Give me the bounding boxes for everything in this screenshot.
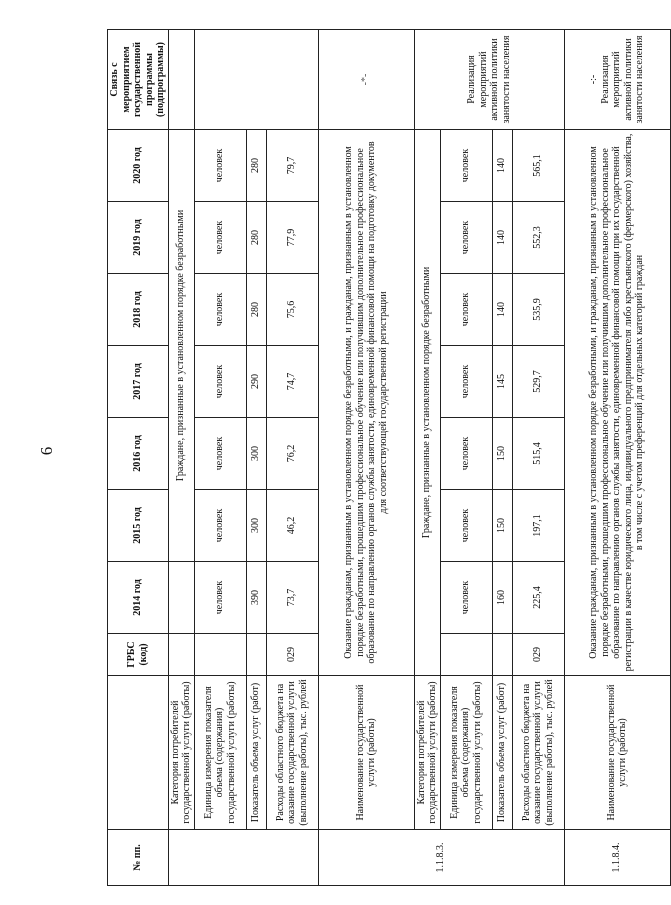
volume-value: 280 [246,130,266,202]
unit-value: человек [194,418,246,490]
expense-value: 77,9 [266,202,318,274]
row-num: 1.1.8.4. [564,830,670,886]
volume-value: 140 [492,202,512,274]
table-row [168,30,194,886]
volume-value: 140 [492,130,512,202]
volume-value: 300 [246,490,266,562]
volume-value: 145 [492,346,512,418]
unit-value: человек [194,490,246,562]
volume-value: 300 [246,418,266,490]
label-expenses: Расходы областного бюджета на оказание государственной услуги (выполнение работы), тыс. рублей [266,676,318,830]
grbs-code: 029 [266,634,318,676]
table-row [512,30,564,886]
header-year-2017: 2017 год [108,346,169,418]
header-link: Связь с мероприятием государственной программы (подпрограммы) [108,30,169,130]
header-year-2014: 2014 год [108,562,169,634]
empty-cell [492,634,512,676]
header-row [108,30,169,886]
header-year-2015: 2015 год [108,490,169,562]
table-row [414,30,440,886]
volume-value: 280 [246,202,266,274]
program-link [564,30,670,130]
category-value: Граждане, признанные в установленном порядке безработными [414,130,440,676]
label-service-name: Наименование государственной услуги (работы) [564,676,670,830]
expense-value: 529,7 [512,346,564,418]
expense-value: 46,2 [266,490,318,562]
volume-value: 150 [492,418,512,490]
unit-value: человек [194,562,246,634]
service-description: Оказание гражданам, признанным в установленном порядке безработными, и гражданам, признанным в установленном порядке безработными, прошедшим профессиональное обучение или получившим дополнительное профессиональное образование по направлению органов службы занятости, единовременной финансовой помощи при их государственной регистрации в качестве юридического лица, индивидуального предпринимателя либо крестьянского (фермерского) хозяйства, в том числе с учетом преференций для отдельных категорий граждан [564,130,670,676]
volume-value: 160 [492,562,512,634]
header-name [108,676,169,830]
unit-value: человек [194,202,246,274]
header-year-2016: 2016 год [108,418,169,490]
label-unit: Единица измерения показателя объема (содержания) государственной услуги (работы) [194,676,246,830]
unit-value: человек [440,202,492,274]
unit-value: человек [194,346,246,418]
empty-cell [168,634,194,676]
program-link-text: Реализация мероприятий активной политики занятости населения [599,35,646,124]
table-row [318,30,414,886]
header-year-2020: 2020 год [108,130,169,202]
volume-value: 280 [246,274,266,346]
expense-value: 535,9 [512,274,564,346]
unit-value: человек [440,274,492,346]
unit-value: человек [440,562,492,634]
volume-value: 390 [246,562,266,634]
program-link: Реализация мероприятий активной политики занятости населения [414,30,564,130]
unit-value: человек [440,418,492,490]
expense-value: 197,1 [512,490,564,562]
table-row [492,30,512,886]
header-grbs: ГРБС (код) [108,634,169,676]
unit-value: человек [440,130,492,202]
table-row [246,30,266,886]
expense-value: 74,7 [266,346,318,418]
page-number: 6 [37,446,56,456]
table-row [194,30,246,886]
label-category: Категория потребителей государственной услуги (работы) [168,676,194,830]
service-description: Оказание гражданам, признанным в установленном порядке безработными, и гражданам, признанным в установленном порядке безработными, прошедшим профессиональное обучение или получившим дополнительное профессиональное образование по направлению органов службы занятости, единовременной финансовой помощи на подготовку документов для соответствующей государственной регистрации [318,130,414,676]
expense-value: 76,2 [266,418,318,490]
expense-value: 225,4 [512,562,564,634]
empty-cell [440,634,492,676]
row-num: 1.1.8.3. [318,830,564,886]
expense-value: 75,6 [266,274,318,346]
label-category: Категория потребителей государственной услуги (работы) [414,676,440,830]
volume-value: 140 [492,274,512,346]
expense-value: 565,1 [512,130,564,202]
unit-value: человек [440,490,492,562]
empty-cell [168,562,194,634]
category-value: Граждане, признанные в установленном порядке безработными [168,130,194,562]
rotated-table-wrapper [107,30,646,886]
row-num [168,830,318,886]
label-unit: Единица измерения показателя объема (содержания) государственной услуги (работы) [440,676,492,830]
volume-value: 150 [492,490,512,562]
table-row [440,30,492,886]
grbs-code: 029 [512,634,564,676]
expense-value: 73,7 [266,562,318,634]
label-expenses: Расходы областного бюджета на оказание государственной услуги (выполнение работы), тыс. рублей [512,676,564,830]
label-volume: Показатель объема услуг (работ) [246,676,266,830]
header-num: № пп. [108,830,169,886]
empty-cell [168,30,194,130]
unit-value: человек [194,274,246,346]
empty-cell [246,634,266,676]
header-year-2019: 2019 год [108,202,169,274]
volume-value: 290 [246,346,266,418]
program-table [107,29,671,886]
continuation-marker: -:- [588,74,600,85]
table-row [564,30,670,886]
continuation-marker: -*- [318,30,414,130]
label-volume: Показатель объема услуг (работ) [492,676,512,830]
empty-cell [194,634,246,676]
expense-value: 79,7 [266,130,318,202]
table-row [266,30,318,886]
unit-value: человек [440,346,492,418]
expense-value: 552,3 [512,202,564,274]
header-year-2018: 2018 год [108,274,169,346]
label-service-name: Наименование государственной услуги (работы) [318,676,414,830]
unit-value: человек [194,130,246,202]
expense-value: 515,4 [512,418,564,490]
